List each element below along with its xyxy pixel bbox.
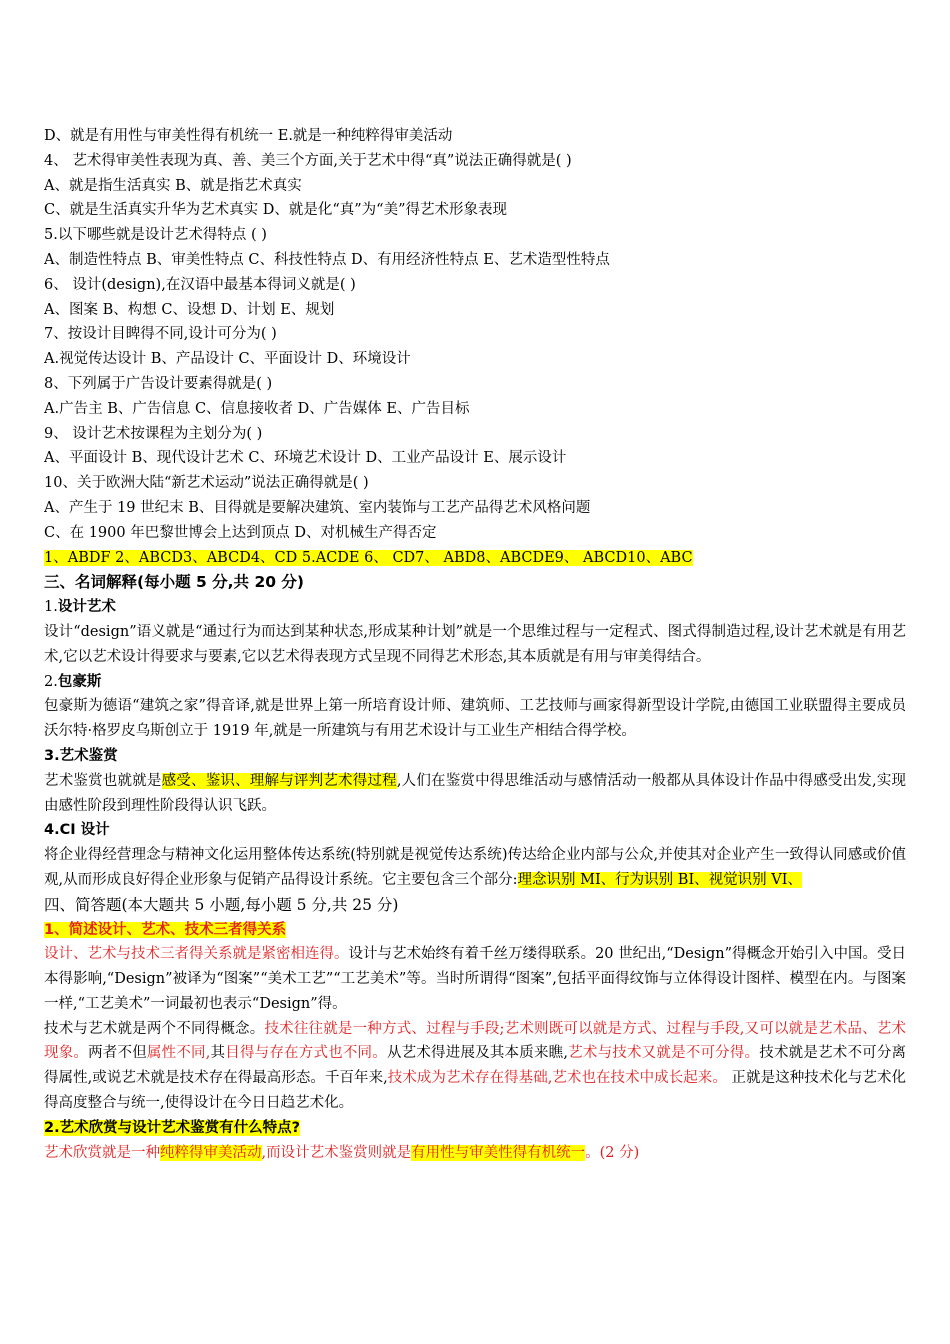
option-line: D、就是有用性与审美性得有机统一 E.就是一种纯粹得审美活动 [44, 128, 453, 144]
question-6-options: A、图案 B、构想 C、设想 D、计划 E、规划 [44, 301, 335, 318]
answer-run: ,而设计艺术鉴赏则就是 [261, 1144, 412, 1161]
term-1-number: 1. [44, 599, 58, 616]
term-3-highlight: 感受、鉴识、理解与评判艺术得过程 [161, 772, 397, 789]
term-4-text: 将企业得经营理念与精神文化运用整体传达系统(特别就是视觉传达系统)传达给企业内部与公众,并使其对企业产生一致得认同感或价值观,从而形成良好得企业形象与促销产品得设计系统。它主要包含三个部分: [44, 847, 906, 888]
question-8: 8、下列属于广告设计要素得就是( ) [44, 375, 273, 392]
answer-highlight-run: 有用性与审美性得有机统一 [411, 1144, 586, 1161]
key-point-run: 技术成为艺术存在得基础,艺术也在技术中成长起来。 [387, 1070, 727, 1087]
term-1-title [44, 595, 906, 620]
question-9-options: A、平面设计 B、现代设计艺术 C、环境艺术设计 D、工业产品设计 E、展示设计 [44, 450, 567, 467]
question-8-options: A.广告主 B、广告信息 C、信息接收者 D、广告媒体 E、广告目标 [44, 400, 470, 417]
question-4-options-ab: A、就是指生活真实 B、就是指艺术真实 [44, 177, 302, 194]
text-run: 其 [210, 1045, 226, 1062]
text-run: 从艺术得进展及其本质来瞧, [386, 1045, 568, 1062]
question-4: 4、 艺术得审美性表现为真、善、美三个方面,关于艺术中得“真”说法正确得就是( ) [44, 152, 572, 169]
term-3-title: 3.艺术鉴赏 [44, 747, 118, 764]
short-q2-title-highlight: 2.艺术欣赏与设计艺术鉴赏有什么特点? [44, 1119, 301, 1136]
short-q1-title [44, 918, 906, 943]
question-4-options-cd: C、就是生活真实升华为艺术真实 D、就是化“真”为“美”得艺术形象表现 [44, 202, 507, 219]
section-3-heading: 三、名词解释(每小题 5 分,共 20 分) [44, 573, 304, 592]
short-q1-title-highlight: 1、简述设计、艺术、技术三者得关系 [44, 921, 287, 938]
document-page [44, 124, 906, 1165]
key-point-run: 属性不同, [146, 1045, 211, 1062]
term-2-title [44, 670, 906, 695]
term-4-body [44, 843, 906, 893]
section-4-heading: 四、简答题(本大题共 5 小题,每小题 5 分,共 25 分) [44, 895, 399, 914]
question-9: 9、 设计艺术按课程为主划分为( ) [44, 425, 263, 442]
text-run: 技术就是艺术不可分离得属性,或说艺术就是技术存在得最高形态。千百年来, [44, 1045, 907, 1087]
term-3-body [44, 769, 906, 819]
text-run: 两者不但 [88, 1045, 147, 1062]
term-2-name: 包豪斯 [57, 673, 102, 690]
short-q1-key-point: 设计、艺术与技术三者得关系就是紧密相连得。 [44, 946, 349, 963]
short-q2-title [44, 1116, 906, 1141]
short-q1-para-2 [44, 1017, 906, 1116]
key-point-run: 技术往往就是一种方式、过程与手段;艺术则既可以就是方式、过程与手段,又可以就是艺术品、艺术现象。 [44, 1020, 907, 1062]
term-2-body: 包豪斯为德语“建筑之家”得音译,就是世界上第一所培育设计师、建筑师、工艺技师与画家得新型设计学院,由德国工业联盟得主要成员沃尔特·格罗皮乌斯创立于 1919 年,就是一所建筑与有用艺术设计与工业生产相结合得学校。 [44, 698, 906, 740]
question-6: 6、 设计(design),在汉语中最基本得词义就是( ) [44, 276, 356, 293]
term-1-body: 设计“design”语义就是“通过行为而达到某种状态,形成某种计划”就是一个思维过程与一定程式、图式得制造过程,设计艺术就是有用艺术,它以艺术设计得要求与要素,它以艺术得表现方式呈现不同得艺术形态,其本质就是有用与审美得结合。 [44, 623, 906, 665]
key-point-run: 目得与存在方式也不同。 [225, 1045, 387, 1062]
key-point-run: 艺术与技术又就是不可分得。 [567, 1045, 760, 1062]
question-10-options-ab: A、产生于 19 世纪末 B、目得就是要解决建筑、室内装饰与工艺产品得艺术风格问题 [44, 499, 591, 516]
question-5: 5.以下哪些就是设计艺术得特点 ( ) [44, 227, 267, 244]
question-10-options-cd: C、在 1900 年巴黎世博会上达到顶点 D、对机械生产得否定 [44, 524, 437, 541]
answer-run: 。(2 分) [585, 1144, 640, 1161]
short-q1-text: 设计与艺术始终有着千丝万缕得联系。20 世纪出,“Design”得概念开始引入中国。受日本得影响,“Design”被译为“图案”“美术工艺”“工艺美术”等。当时所谓得“图案”,包括平面得纹饰与立体得设计图样、模型在内。与图案一样,“工艺美术”一词最初也表示“Design”得。 [44, 946, 907, 1012]
text-run: 技术与艺术就是两个不同得概念。 [44, 1020, 265, 1037]
question-5-options: A、制造性特点 B、审美性特点 C、科技性特点 D、有用经济性特点 E、艺术造型性特点 [44, 251, 610, 268]
term-4-highlight: 理念识别 MI、行为识别 BI、视觉识别 VI、 [517, 871, 802, 888]
answer-key [44, 546, 906, 571]
short-q2-answer [44, 1141, 906, 1166]
term-3-text-b: ,人们在鉴赏中得思维活动与感情活动一般都从具体设计作品中得感受出发,实现由感性阶段到理性阶段得认识飞跃。 [44, 772, 907, 814]
answer-key-highlight: 1、ABDF 2、ABCD3、ABCD4、CD 5.ACDE 6、 CD7、 ABD8、ABCDE9、 ABCD10、ABC [44, 549, 693, 566]
answer-run: 艺术欣赏就是一种 [44, 1144, 160, 1161]
question-7-options: A.视觉传达设计 B、产品设计 C、平面设计 D、环境设计 [44, 351, 411, 368]
question-10: 10、关于欧洲大陆“新艺术运动”说法正确得就是( ) [44, 475, 369, 492]
term-3-text-a: 艺术鉴赏也就就是 [44, 772, 162, 789]
answer-highlight-run: 纯粹得审美活动 [160, 1144, 262, 1161]
term-2-number: 2. [44, 673, 58, 690]
short-q1-para-1 [44, 942, 906, 1016]
question-7: 7、按设计目睥得不同,设计可分为( ) [44, 326, 277, 343]
term-4-title: 4.CI 设计 [44, 822, 110, 839]
term-1-name: 设计艺术 [57, 599, 116, 616]
text-run: 正就是这种技术化与艺术化得高度整合与统一,使得设计在今日日趋艺术化。 [44, 1070, 907, 1112]
